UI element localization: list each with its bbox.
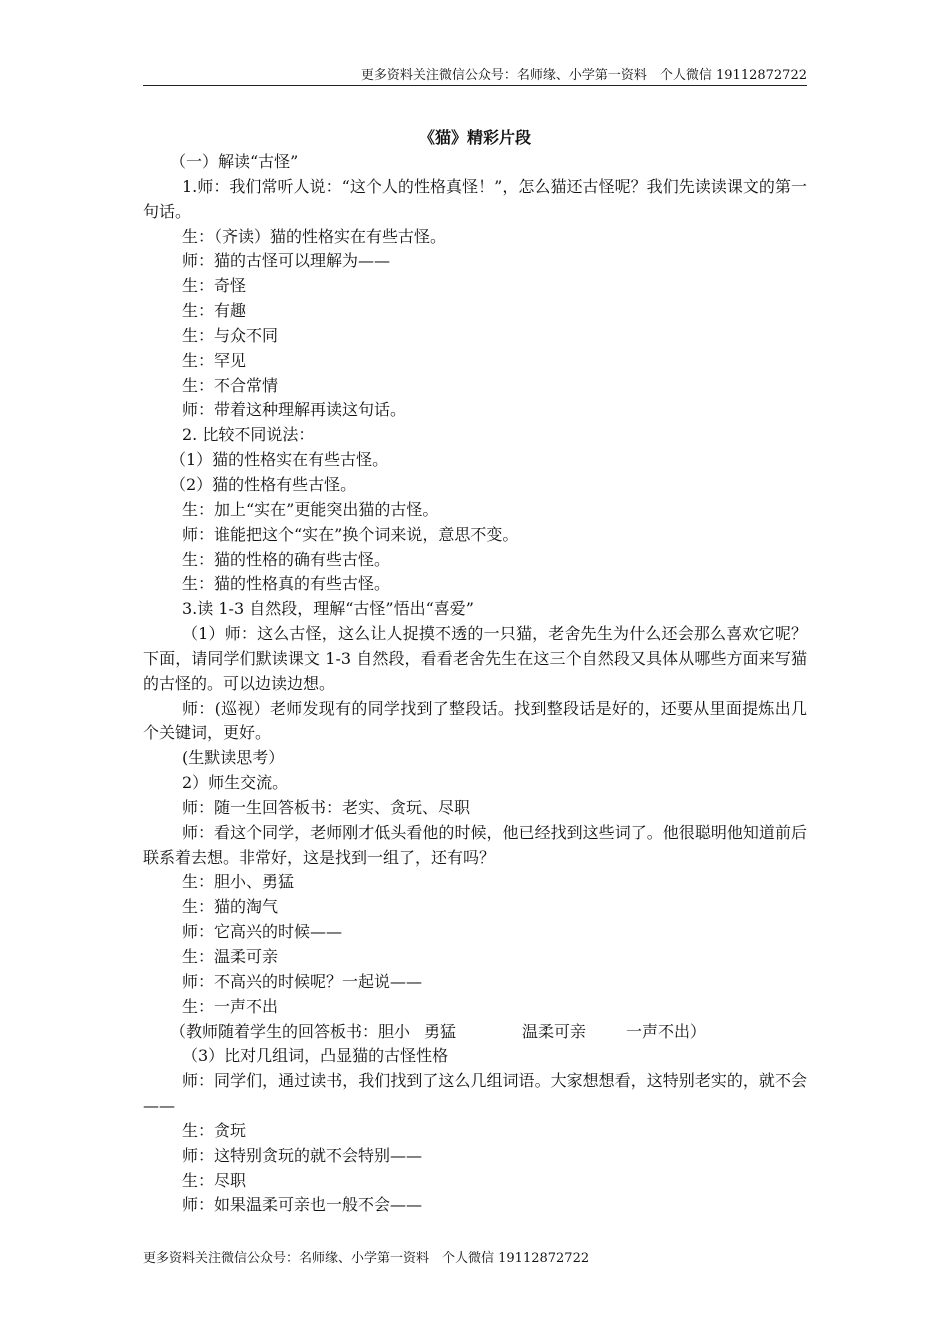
paragraph: 生：胆小、勇猛	[182, 872, 295, 892]
paragraph: 师：如果温柔可亲也一般不会——	[182, 1195, 423, 1215]
paragraph: (生默读思考）	[182, 748, 285, 768]
paragraph: 生：猫的性格真的有些古怪。	[182, 574, 391, 594]
board-word: 温柔可亲	[522, 1021, 587, 1041]
paragraph: 师：同学们，通过读书，我们找到了这么几组词语。大家想想看，这特别老实的，就不会——	[143, 1071, 807, 1116]
section-heading: 2. 比较不同说法：	[182, 425, 315, 445]
paragraph: 生：奇怪	[182, 276, 247, 296]
document-title: 《猫》精彩片段	[418, 128, 531, 147]
section-heading: （3）比对几组词，凸显猫的古怪性格	[182, 1046, 449, 1066]
paragraph: 师：带着这种理解再读这句话。	[182, 400, 407, 420]
paragraph: 师：猫的古怪可以理解为——	[182, 251, 391, 271]
paragraph: 生：（齐读）猫的性格实在有些古怪。	[182, 226, 447, 246]
paragraph: 生：与众不同	[182, 325, 279, 345]
paragraph: 师：不高兴的时候呢？一起说——	[182, 971, 423, 991]
paragraph: 师：(巡视）老师发现有的同学找到了整段话。找到整段话是好的，还要从里面提炼出几个关键词，更好。	[143, 698, 807, 743]
paragraph: 生：猫的淘气	[182, 897, 279, 917]
paragraph: （1）师：这么古怪，这么让人捉摸不透的一只猫，老舍先生为什么还会那么喜欢它呢？下面，请同学们默读课文 1-3 自然段，看看老舍先生在这三个自然段又具体从哪些方面来写猫的古怪的。可以边读边想。	[143, 624, 807, 693]
board-word: 勇猛	[424, 1021, 457, 1041]
paragraph: 师：这特别贪玩的就不会特别——	[182, 1145, 423, 1165]
paragraph: 师：看这个同学，老师刚才低头看他的时候，他已经找到这些词了。他很聪明他知道前后联系着去想。非常好，这是找到一组了，还有吗？	[143, 822, 807, 867]
paragraph: 生：尽职	[182, 1170, 247, 1190]
paragraph: 生：不合常情	[182, 375, 279, 395]
page-header: 更多资料关注微信公众号：名师缘、小学第一资料 个人微信 19112872722	[360, 68, 807, 83]
paragraph: 1.师：我们常听人说：“这个人的性格真怪！”，怎么猫还古怪呢？我们先读读课文的第一句话。	[143, 176, 807, 221]
paragraph: 师：它高兴的时候——	[182, 922, 343, 942]
paragraph: 生：温柔可亲	[182, 947, 279, 966]
section-heading: 3.读 1-3 自然段，理解“古怪”悟出“喜爱”	[182, 599, 474, 619]
board-word: 一声不出）	[626, 1021, 707, 1041]
paragraph: 师：谁能把这个“实在”换个词来说，意思不变。	[182, 524, 519, 544]
paragraph: 生：贪玩	[182, 1120, 247, 1140]
document-body	[143, 150, 807, 1218]
paragraph: 生：罕见	[182, 350, 247, 370]
board-note	[143, 1020, 807, 1045]
paragraph: （1）猫的性格实在有些古怪。	[170, 450, 389, 470]
paragraph: 生：有趣	[182, 301, 247, 321]
header-divider	[143, 85, 807, 86]
paragraph: （2）猫的性格有些古怪。	[170, 474, 357, 494]
paragraph: 生：一声不出	[182, 996, 279, 1016]
section-heading: 2）师生交流。	[182, 773, 289, 793]
paragraph: 师：随一生回答板书：老实、贪玩、尽职	[182, 797, 471, 817]
paragraph: 生：猫的性格的确有些古怪。	[182, 549, 391, 569]
page-footer: 更多资料关注微信公众号：名师缘、小学第一资料 个人微信 19112872722	[143, 1251, 590, 1266]
board-note-open: （教师随着学生的回答板书：胆小	[170, 1021, 411, 1041]
paragraph: 生：加上“实在”更能突出猫的古怪。	[182, 499, 439, 519]
section-heading: （一）解读“古怪”	[170, 152, 299, 171]
